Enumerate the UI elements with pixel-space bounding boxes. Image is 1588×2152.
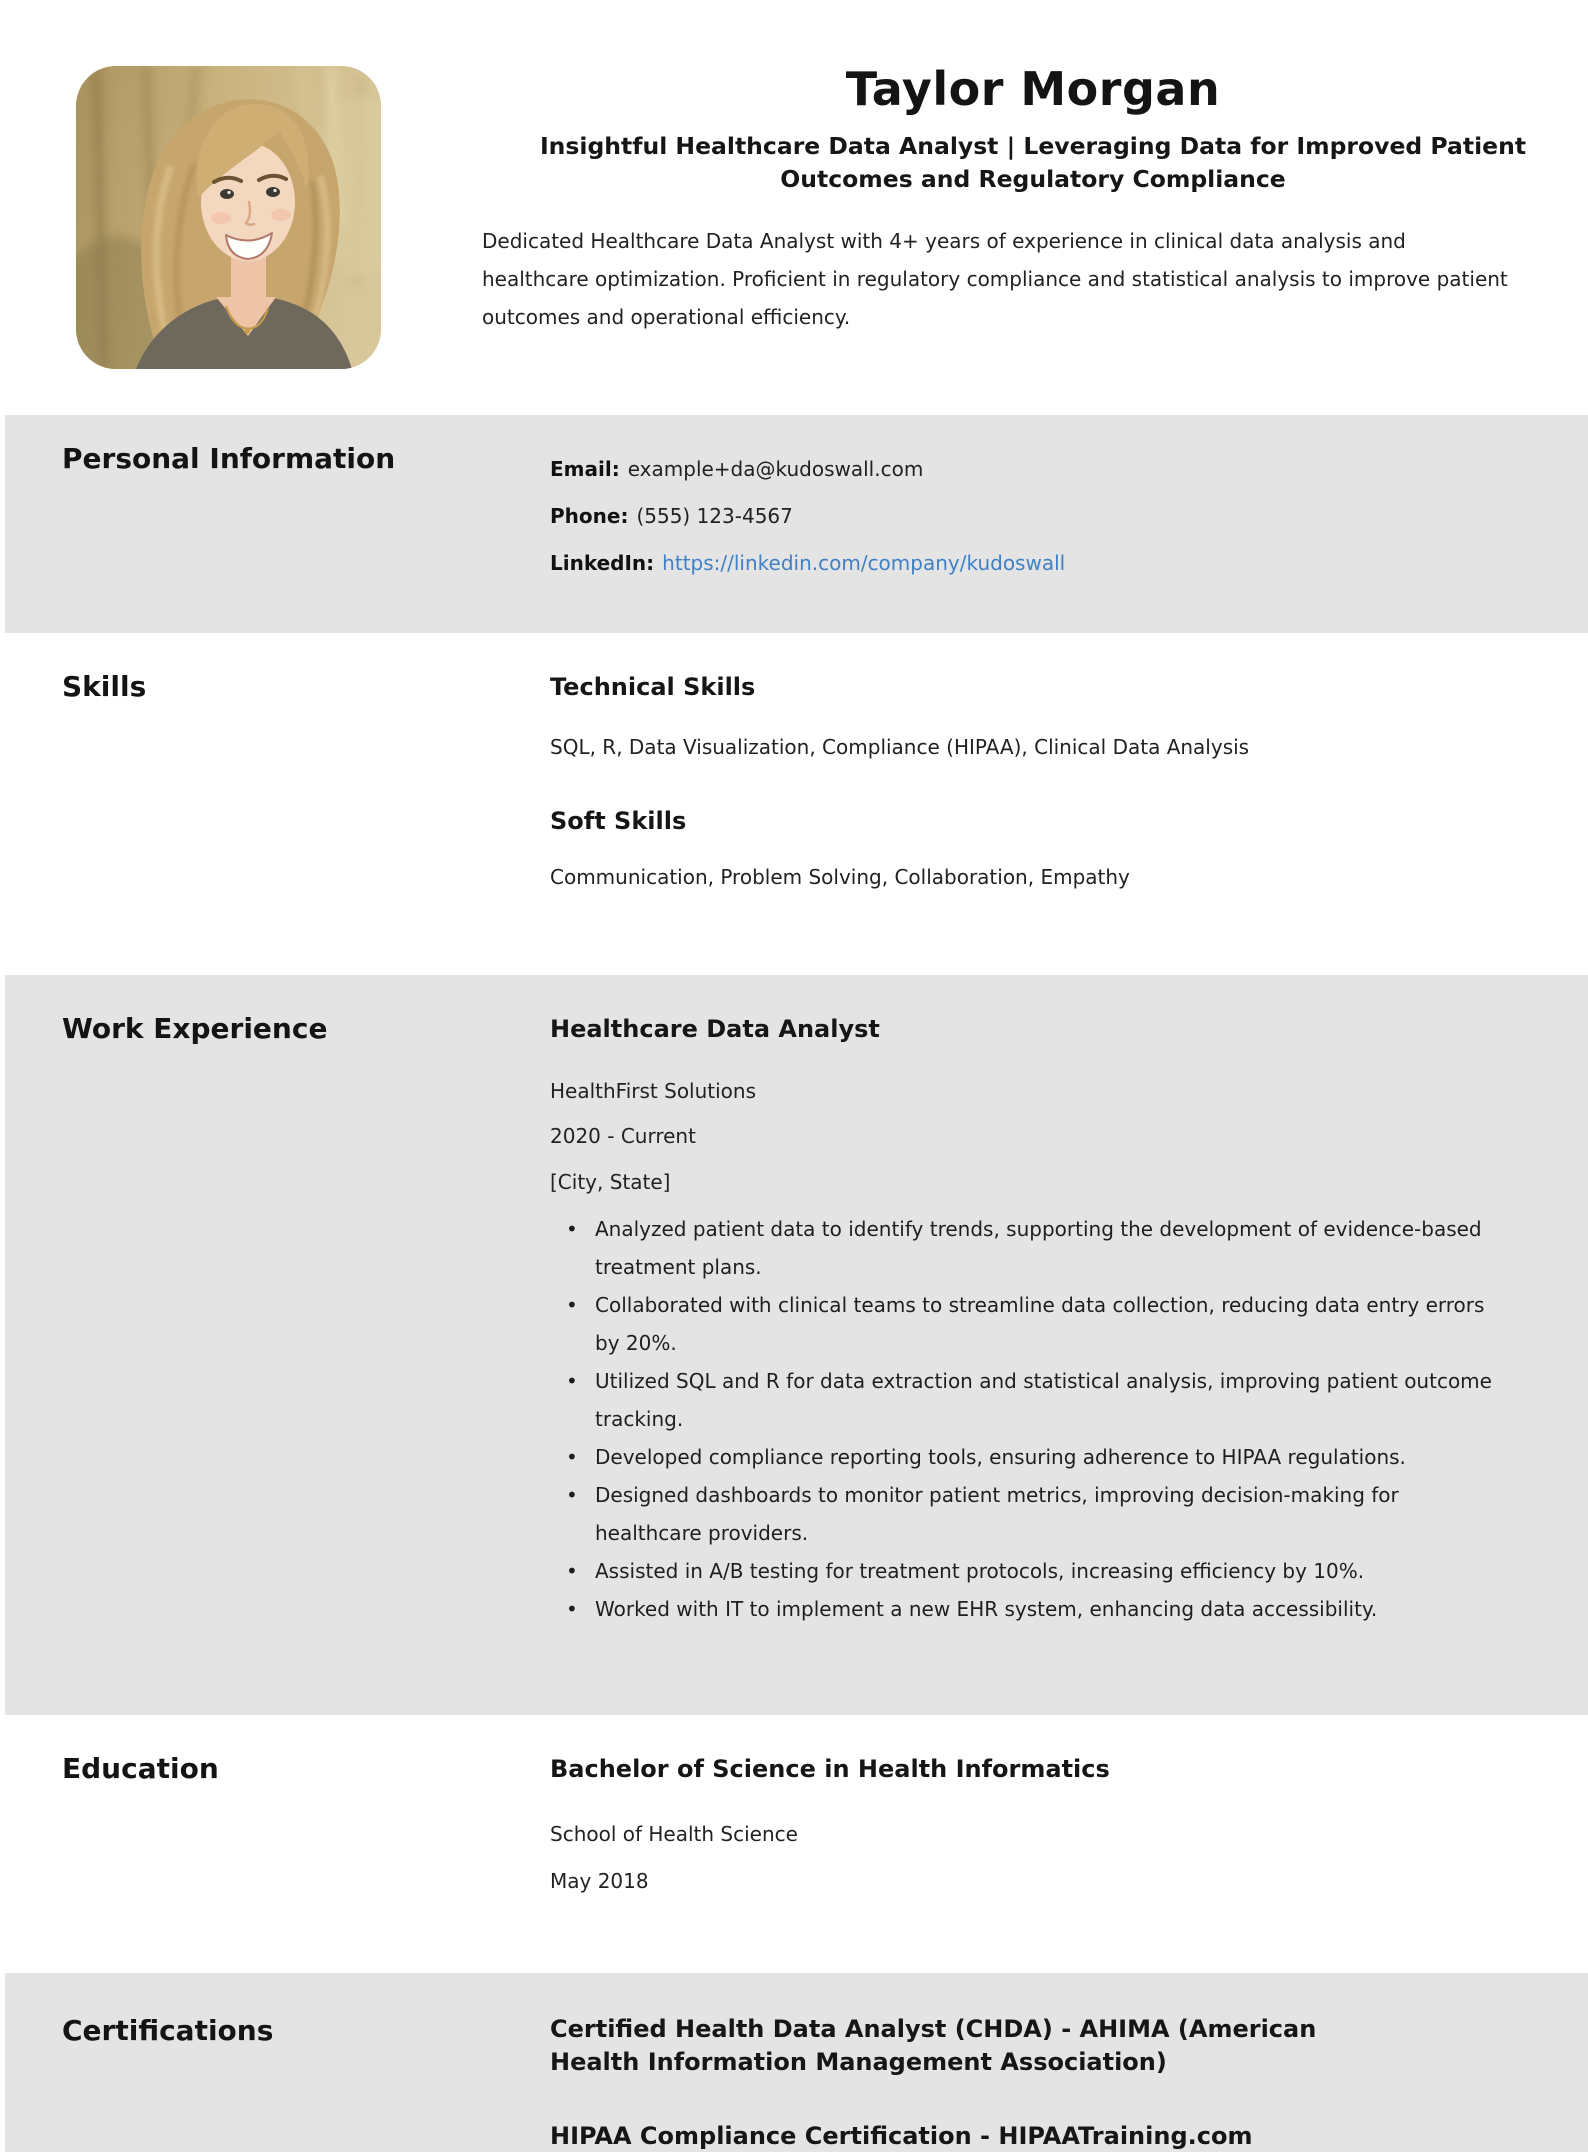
certification-item: Certified Health Data Analyst (CHDA) - AHIMA (American Health Information Management Association) bbox=[550, 2015, 1317, 2077]
job-bullet: • Analyzed patient data to identify trends, supporting the development of evidence-based treatment plans. bbox=[550, 1210, 1495, 1286]
degree-school: School of Health Science bbox=[550, 1822, 798, 1847]
section-personal-information bbox=[0, 415, 1588, 633]
technical-skills-list: SQL, R, Data Visualization, Compliance (HIPAA), Clinical Data Analysis bbox=[550, 735, 1250, 760]
personal-information-title: Personal Information bbox=[62, 442, 396, 475]
phone-field bbox=[550, 502, 1548, 530]
job-bullet: • Developed compliance reporting tools, ensuring adherence to HIPAA regulations. bbox=[550, 1438, 1495, 1476]
job-bullet: • Assisted in A/B testing for treatment protocols, increasing efficiency by 10%. bbox=[550, 1552, 1495, 1590]
certification-item: HIPAA Compliance Certification - HIPAATraining.com bbox=[550, 2122, 1253, 2151]
candidate-name: Taylor Morgan bbox=[845, 62, 1221, 116]
email-field bbox=[550, 455, 1548, 483]
skills-title: Skills bbox=[62, 670, 147, 703]
degree-title: Bachelor of Science in Health Informatics bbox=[550, 1755, 1110, 1783]
work-experience-content bbox=[550, 1011, 1588, 1715]
section-work-experience bbox=[0, 975, 1588, 1715]
job-bullet: • Collaborated with clinical teams to streamline data collection, reducing data entry errors by 20%. bbox=[550, 1286, 1495, 1362]
degree-date: May 2018 bbox=[550, 1869, 649, 1894]
soft-skills-title: Soft Skills bbox=[550, 807, 687, 836]
job-bullet: • Utilized SQL and R for data extraction and statistical analysis, improving patient outcome tracking. bbox=[550, 1362, 1495, 1438]
section-certifications bbox=[0, 1973, 1588, 2152]
linkedin-field bbox=[550, 549, 1548, 577]
education-content bbox=[550, 1751, 1588, 1973]
soft-skills-list: Communication, Problem Solving, Collaboration, Empathy bbox=[550, 864, 1130, 889]
job-location: [City, State] bbox=[550, 1170, 671, 1195]
profile-photo-illustration bbox=[76, 66, 381, 369]
certifications-title: Certifications bbox=[62, 2014, 274, 2047]
certifications-content bbox=[550, 2013, 1588, 2152]
phone-value: (555) 123-4567 bbox=[636, 504, 793, 528]
linkedin-link[interactable]: https://linkedin.com/company/kudoswall bbox=[662, 551, 1066, 575]
education-title: Education bbox=[62, 1752, 219, 1785]
linkedin-label: LinkedIn: bbox=[550, 551, 655, 575]
candidate-headline: Insightful Healthcare Data Analyst | Leveraging Data for Improved Patient Outcomes and Regulatory Compliance bbox=[539, 131, 1527, 193]
personal-information-fields bbox=[550, 441, 1588, 633]
candidate-summary: Dedicated Healthcare Data Analyst with 4+ years of experience in clinical data analysis and healthcare optimization. Proficient in regulatory compliance and statistical analysis to improve patient outcomes and operational efficiency. bbox=[482, 228, 1508, 329]
job-bullet-list bbox=[550, 1210, 1548, 1628]
skills-content bbox=[550, 669, 1588, 975]
email-label: Email: bbox=[550, 457, 620, 481]
job-bullet: • Worked with IT to implement a new EHR system, enhancing data accessibility. bbox=[550, 1590, 1495, 1628]
header-text-block bbox=[482, 52, 1584, 336]
resume-header bbox=[0, 0, 1588, 415]
phone-label: Phone: bbox=[550, 504, 629, 528]
job-title: Healthcare Data Analyst bbox=[550, 1015, 880, 1043]
email-value: example+da@kudoswall.com bbox=[627, 457, 924, 481]
profile-photo bbox=[76, 66, 381, 369]
technical-skills-title: Technical Skills bbox=[550, 673, 756, 701]
section-skills bbox=[0, 633, 1588, 975]
job-bullet: • Designed dashboards to monitor patient metrics, improving decision-making for healthcare providers. bbox=[550, 1476, 1495, 1552]
job-dates: 2020 - Current bbox=[550, 1124, 696, 1149]
job-company: HealthFirst Solutions bbox=[550, 1079, 757, 1104]
work-experience-title: Work Experience bbox=[62, 1012, 328, 1045]
section-education bbox=[0, 1715, 1588, 1973]
